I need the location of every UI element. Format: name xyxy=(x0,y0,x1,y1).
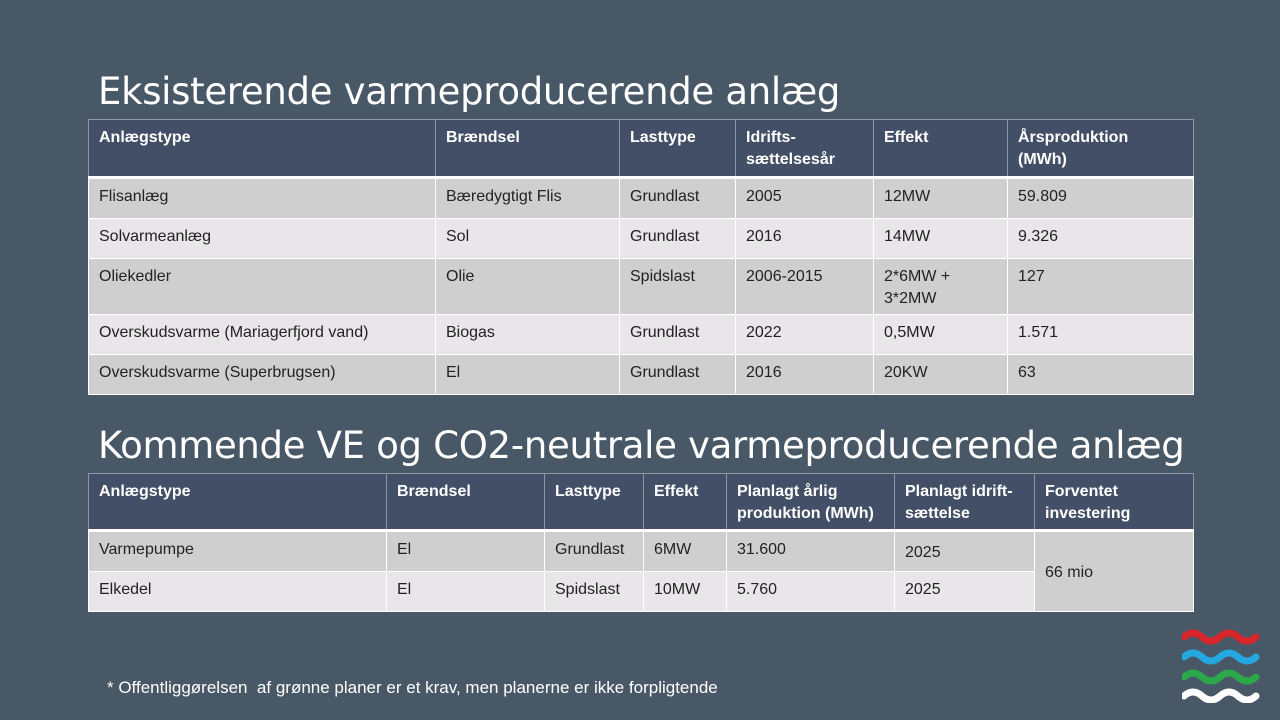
table-cell: Varmepumpe xyxy=(89,531,387,572)
table-cell: Grundlast xyxy=(620,178,736,219)
table-cell: 2022 xyxy=(736,315,874,355)
blue-wave xyxy=(1184,653,1256,661)
table-cell: Sol xyxy=(436,219,620,259)
table-cell: 14MW xyxy=(874,219,1008,259)
table-cell: Oliekedler xyxy=(89,259,436,315)
table-cell: Bæredygtigt Flis xyxy=(436,178,620,219)
waves-logo-icon xyxy=(1182,625,1260,703)
table-cell: Flisanlæg xyxy=(89,178,436,219)
table-header-row xyxy=(89,474,1194,531)
planned-plants-table xyxy=(88,473,1194,612)
header-idriftsaettelsesaar: Idrifts- sættelsesår xyxy=(736,120,874,178)
table-header-row xyxy=(89,120,1194,178)
header-braendsel: Brændsel xyxy=(387,474,545,531)
table-cell: 59.809 xyxy=(1008,178,1194,219)
red-wave xyxy=(1184,633,1256,641)
header-lasttype: Lasttype xyxy=(545,474,644,531)
table-row xyxy=(89,315,1194,355)
table-cell: Spidslast xyxy=(620,259,736,315)
table-cell: 10MW xyxy=(644,572,727,612)
table-row xyxy=(89,531,1194,572)
header-braendsel: Brændsel xyxy=(436,120,620,178)
table-cell: 2016 xyxy=(736,355,874,395)
table-cell: 2*6MW + 3*2MW xyxy=(874,259,1008,315)
table-cell: Elkedel xyxy=(89,572,387,612)
table-cell: Grundlast xyxy=(545,531,644,572)
header-effekt: Effekt xyxy=(874,120,1008,178)
table-cell: 20KW xyxy=(874,355,1008,395)
table-cell: Olie xyxy=(436,259,620,315)
header-anlaegstype: Anlægstype xyxy=(89,120,436,178)
header-planlagt-idriftsaettelse: Planlagt idrift- sættelse xyxy=(895,474,1035,531)
existing-plants-table xyxy=(88,119,1194,395)
table-cell: 63 xyxy=(1008,355,1194,395)
table-cell: 2006-2015 xyxy=(736,259,874,315)
table-cell: El xyxy=(387,531,545,572)
table-cell: Spidslast xyxy=(545,572,644,612)
table-row xyxy=(89,572,1194,612)
table-cell: Grundlast xyxy=(620,219,736,259)
table-cell: 2025 xyxy=(895,531,1035,572)
table-cell: 2025 xyxy=(895,572,1035,612)
section2-title: Kommende VE og CO2-neutrale varmeproducerende anlæg xyxy=(98,424,1185,467)
table-row xyxy=(89,355,1194,395)
table-row xyxy=(89,219,1194,259)
table-cell: 2016 xyxy=(736,219,874,259)
table-cell: 1.571 xyxy=(1008,315,1194,355)
table-cell: Overskudsvarme (Superbrugsen) xyxy=(89,355,436,395)
section1-title: Eksisterende varmeproducerende anlæg xyxy=(98,70,841,113)
table-cell: 12MW xyxy=(874,178,1008,219)
table-cell: Overskudsvarme (Mariagerfjord vand) xyxy=(89,315,436,355)
table-cell: 5.760 xyxy=(727,572,895,612)
table-cell: 0,5MW xyxy=(874,315,1008,355)
table-row xyxy=(89,178,1194,219)
table-cell: 2005 xyxy=(736,178,874,219)
table-cell: Grundlast xyxy=(620,355,736,395)
green-wave xyxy=(1184,673,1256,681)
header-aarsproduktion: Årsproduktion (MWh) xyxy=(1008,120,1194,178)
table-cell: 6MW xyxy=(644,531,727,572)
table-row xyxy=(89,259,1194,315)
table-cell: 31.600 xyxy=(727,531,895,572)
table-cell: 127 xyxy=(1008,259,1194,315)
header-lasttype: Lasttype xyxy=(620,120,736,178)
table-cell: Grundlast xyxy=(620,315,736,355)
header-effekt: Effekt xyxy=(644,474,727,531)
table-cell: Biogas xyxy=(436,315,620,355)
white-wave xyxy=(1184,692,1256,700)
table-cell: Solvarmeanlæg xyxy=(89,219,436,259)
table-cell: El xyxy=(436,355,620,395)
header-forventet-investering: Forventet investering xyxy=(1035,474,1194,531)
table-cell: 9.326 xyxy=(1008,219,1194,259)
investment-cell: 66 mio xyxy=(1035,531,1194,612)
footnote: * Offentliggørelsen af grønne planer er et krav, men planerne er ikke forpligtende xyxy=(107,678,718,697)
table-cell: El xyxy=(387,572,545,612)
header-planlagt-produktion: Planlagt årlig produktion (MWh) xyxy=(727,474,895,531)
header-anlaegstype: Anlægstype xyxy=(89,474,387,531)
